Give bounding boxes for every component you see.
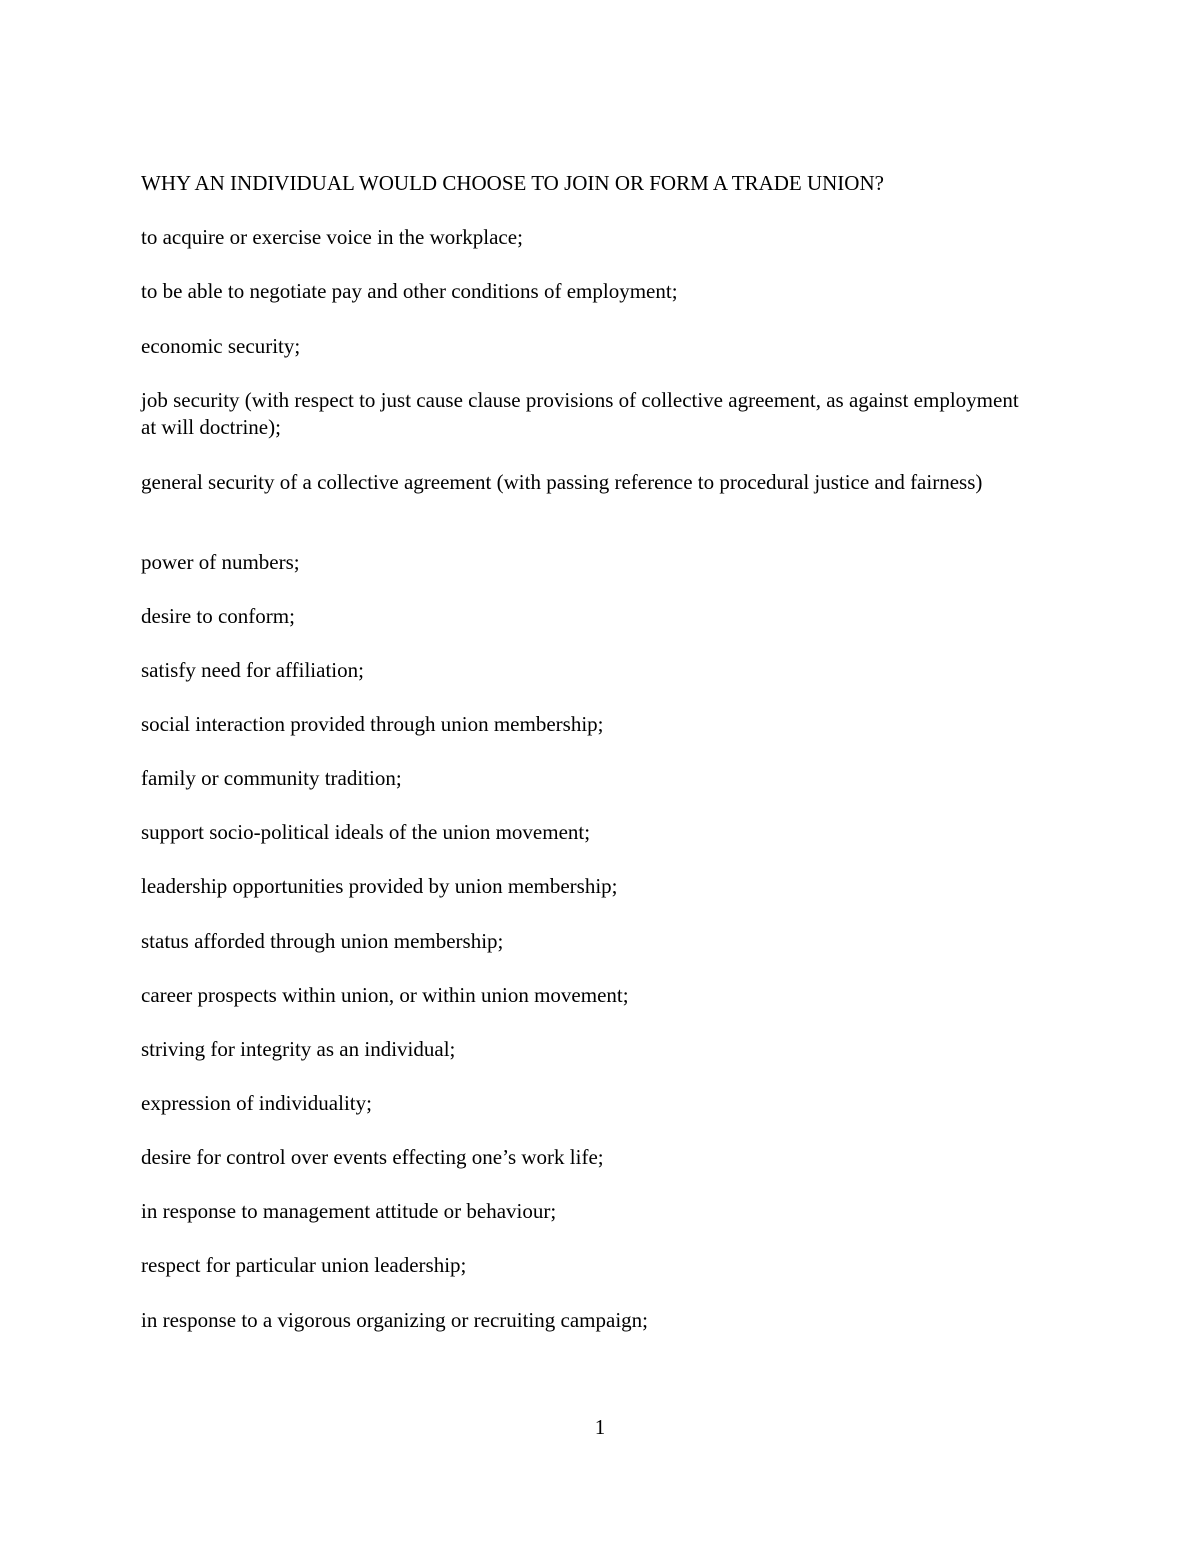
list-item: striving for integrity as an individual; — [141, 1037, 456, 1061]
list-item: desire for control over events effecting one’s work life; — [141, 1145, 604, 1169]
list-item: to acquire or exercise voice in the workplace; — [141, 225, 523, 249]
list-item: status afforded through union membership; — [141, 929, 504, 953]
list-item: to be able to negotiate pay and other conditions of employment; — [141, 279, 678, 303]
list-item: general security of a collective agreement (with passing reference to procedural justice and fairness) — [141, 470, 983, 494]
page-title: WHY AN INDIVIDUAL WOULD CHOOSE TO JOIN OR FORM A TRADE UNION? — [141, 171, 884, 195]
list-item: family or community tradition; — [141, 766, 402, 790]
list-item: in response to management attitude or behaviour; — [141, 1199, 557, 1223]
list-item: job security (with respect to just cause clause provisions of collective agreement, as against employment at will doctrine); — [141, 388, 1019, 439]
list-item: social interaction provided through union membership; — [141, 712, 604, 736]
list-item: support socio-political ideals of the union movement; — [141, 820, 591, 844]
list-item: expression of individuality; — [141, 1091, 372, 1115]
list-item: leadership opportunities provided by union membership; — [141, 874, 618, 898]
list-item: in response to a vigorous organizing or recruiting campaign; — [141, 1308, 648, 1332]
list-item: career prospects within union, or within union movement; — [141, 983, 629, 1007]
list-item: power of numbers; — [141, 550, 300, 574]
list-item: desire to conform; — [141, 604, 295, 628]
list-item: respect for particular union leadership; — [141, 1253, 467, 1277]
page-number: 1 — [594, 1415, 606, 1439]
list-item: economic security; — [141, 334, 301, 358]
list-item: satisfy need for affiliation; — [141, 658, 364, 682]
